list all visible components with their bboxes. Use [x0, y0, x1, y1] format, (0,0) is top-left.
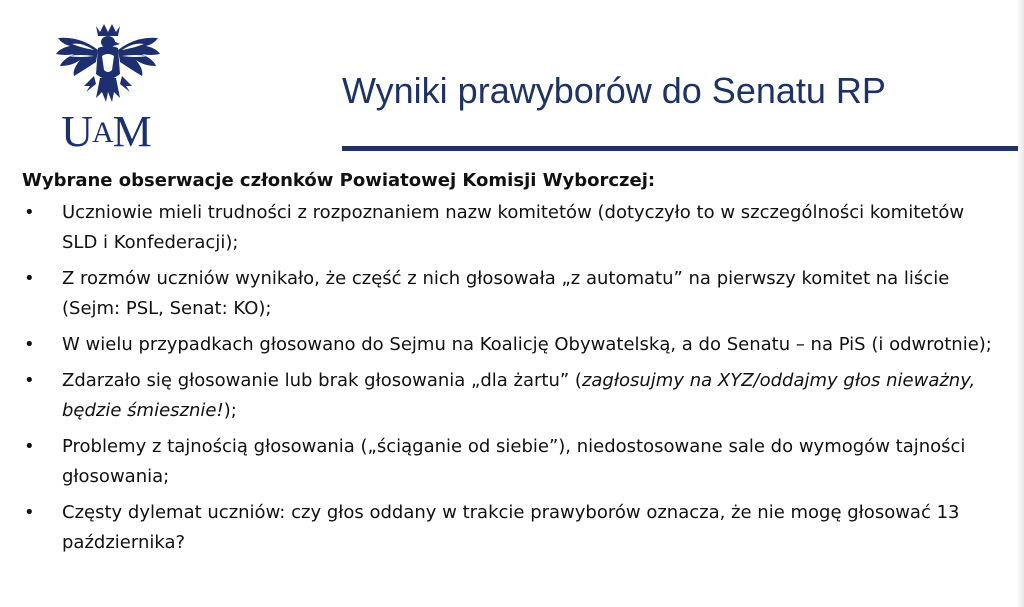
bullet-icon: • [24, 334, 35, 355]
bullet-icon: • [24, 202, 35, 223]
list-item-text: W wielu przypadkach głosowano do Sejmu na Koalicję Obywatelską, a do Senatu – na PiS (i odwrotnie); [62, 334, 992, 355]
bullet-icon: • [24, 268, 35, 289]
title-underline [342, 146, 1018, 151]
list-item [22, 330, 1002, 360]
section-heading: Wybrane obserwacje członków Powiatowej Komisji Wyborczej: [22, 170, 656, 191]
list-item-text: Problemy z tajnością głosowania („ściąganie od siebie”), niedostosowane sale do wymogów tajności głosowania; [62, 436, 966, 487]
list-item-text-after: ); [223, 400, 237, 421]
observation-list [22, 198, 1002, 558]
logo-wordmark: UAM [61, 107, 151, 156]
bullet-icon: • [24, 502, 35, 523]
list-item [22, 198, 1002, 258]
list-item [22, 498, 1002, 558]
bullet-icon: • [24, 370, 35, 391]
list-item [22, 366, 1002, 426]
slide-title: Wyniki prawyborów do Senatu RP [342, 70, 886, 111]
list-item-text-italic: zagłosujmy na XYZ/oddajmy głos nieważny, będzie śmiesznie! [62, 370, 976, 421]
list-item [22, 264, 1002, 324]
slide-body [22, 168, 1002, 564]
list-item-text: Uczniowie mieli trudności z rozpoznaniem nazw komitetów (dotyczyło to w szczególności komitetów SLD i Konfederacji); [62, 202, 965, 253]
slide-edge-shadow [1016, 0, 1024, 607]
eagle-icon [50, 22, 162, 112]
bullet-icon: • [24, 436, 35, 457]
list-item-text-before: Zdarzało się głosowanie lub brak głosowania „dla żartu” ( [62, 370, 582, 391]
list-item-text: Częsty dylemat uczniów: czy głos oddany w trakcie prawyborów oznacza, że nie mogę głosować 13 października? [62, 502, 960, 553]
list-item-text: Z rozmów uczniów wynikało, że część z nich głosowała „z automatu” na pierwszy komitet na liście (Sejm: PSL, Senat: KO); [62, 268, 950, 319]
list-item [22, 432, 1002, 492]
uam-logo [50, 22, 162, 158]
